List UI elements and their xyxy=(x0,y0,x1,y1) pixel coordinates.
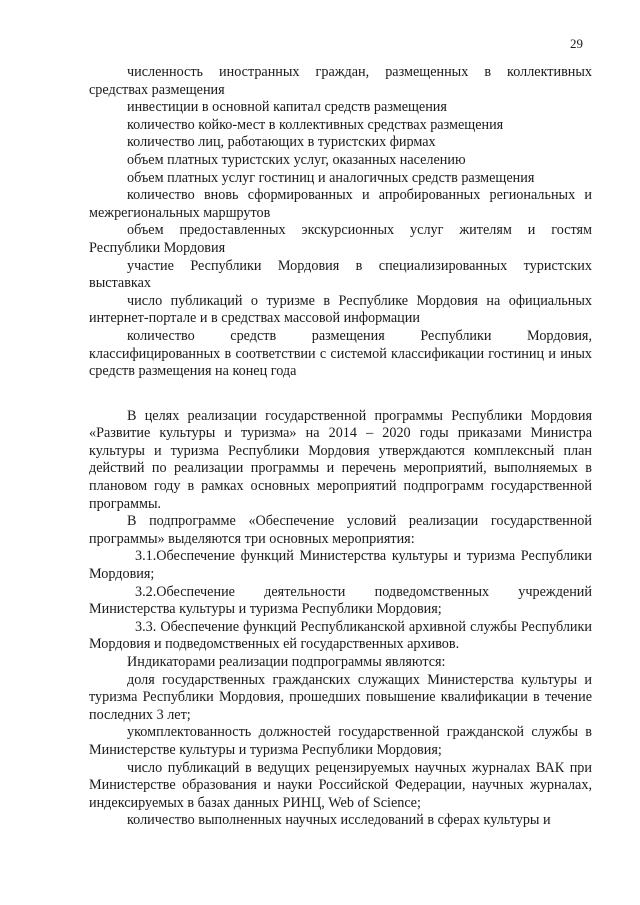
indicators-intro: Индикаторами реализации подпрограммы являются: xyxy=(127,654,446,670)
indicator-item: количество койко-мест в коллективных средствах размещения xyxy=(127,116,504,133)
page-number: 29 xyxy=(570,36,583,51)
indicator-item: объем платных туристских услуг, оказанных населению xyxy=(127,151,466,168)
measure-item: 3.1.Обеспечение функций Министерства культуры и туризма Республики Мордовия; xyxy=(89,548,592,583)
indicator-item: количество средств размещения Республики Мордовия, классифицированных в соответствии с системой классификации гостиниц и иных средств размещения на конец года xyxy=(89,327,592,380)
subprogram-paragraph: В подпрограмме «Обеспечение условий реализации государственной программы» выделяются три основных мероприятия: xyxy=(89,513,592,547)
indicator-item: количество вновь сформированных и апробированных региональных и межрегиональных маршрутов xyxy=(89,187,592,221)
indicator-item: число публикаций о туризме в Республике Мордовия на официальных интернет-портале и в средствах массовой информации xyxy=(89,292,592,327)
page-content xyxy=(89,64,592,830)
indicator-item: участие Республики Мордовия в специализированных туристских выставках xyxy=(89,257,592,292)
measure-item: 3.3. Обеспечение функций Республиканской архивной службы Республики Мордовия и подведомственных ей государственных архивов. xyxy=(89,618,592,653)
indicator-item: объем платных услуг гостиниц и аналогичных средств размещения xyxy=(127,169,535,186)
subprogram-indicator: число публикаций в ведущих рецензируемых научных журналах ВАК при Министерстве образования и науки Российской Федерации, научных журналах, индексируемых в базах данных РИНЦ, Web of Science; xyxy=(89,759,592,811)
indicator-item: количество лиц, работающих в туристских фирмах xyxy=(127,134,436,151)
indicators-list xyxy=(89,64,592,381)
indicator-item: объем предоставленных экскурсионных услуг жителям и гостям Республики Мордовия xyxy=(89,222,592,256)
indicator-item: инвестиции в основной капитал средств размещения xyxy=(127,99,447,116)
body-text xyxy=(89,408,592,830)
subprogram-indicator: количество выполненных научных исследований в сферах культуры и xyxy=(127,812,551,829)
indicator-item: численность иностранных граждан, размещенных в коллективных средствах размещения xyxy=(89,64,592,98)
measure-item: 3.2.Обеспечение деятельности подведомственных учреждений Министерства культуры и туризма Республики Мордовия; xyxy=(89,583,592,618)
section-gap xyxy=(89,381,592,408)
subprogram-indicator: укомплектованность должностей государственной гражданской службы в Министерстве культуры и туризма Республики Мордовия; xyxy=(89,724,592,758)
subprogram-indicator: доля государственных гражданских служащих Министерства культуры и туризма Республики Мордовия, прошедших повышение квалификации в течение последних 3 лет; xyxy=(89,671,592,723)
intro-paragraph: В целях реализации государственной программы Республики Мордовия «Развитие культуры и туризма» на 2014 – 2020 годы приказами Министра культуры и туризма Республики Мордовия утверждаются комплексный план действий по реализации программы и перечень мероприятий, выполняемых в плановом году в рамках основных мероприятий подпрограмм государственной программы. xyxy=(89,407,592,512)
